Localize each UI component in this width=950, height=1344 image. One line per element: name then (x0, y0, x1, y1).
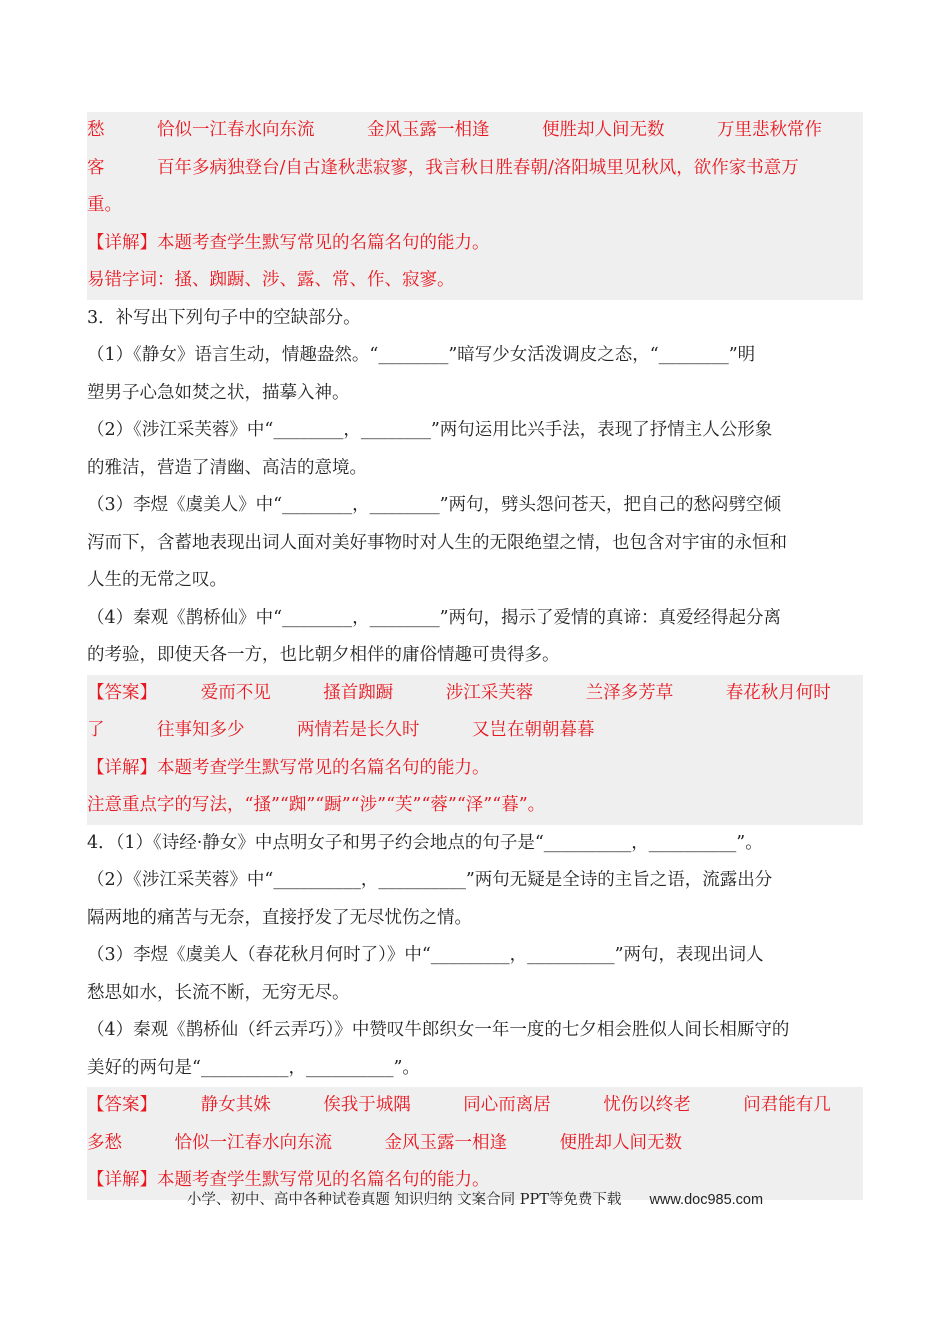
answer-line: 了 往事知多少 两情若是长久时 又岂在朝朝暮暮 (87, 712, 863, 750)
document-page (87, 112, 863, 1200)
question-line: 塑男子心急如焚之状，描摹入神。 (87, 382, 350, 403)
answer-line: 【答案】 爱而不见 搔首踟蹰 涉江采芙蓉 兰泽多芳草 春花秋月何时 (87, 675, 863, 713)
question-line: 泻而下，含蓄地表现出词人面对美好事物时对人生的无限绝望之情，也包含对宇宙的永恒和 (87, 532, 787, 553)
answer-block-2 (87, 112, 863, 300)
footer-text: 小学、初中、高中各种试卷真题 知识归纳 文案合同 PPT等免费下载 (186, 1192, 622, 1208)
question-line: （3）李煜《虞美人（春花秋月何时了）》中“_________，__________”两句，表现出词人 (87, 945, 764, 965)
explanation-line: 【详解】本题考查学生默写常见的名篇名句的能力。 (87, 750, 863, 788)
note-line: 注意重点字的写法，“搔”“踟”“蹰”“涉”“芙”“蓉”“泽”“暮”。 (87, 787, 863, 825)
question-4 (87, 825, 863, 1088)
question-line: 的雅洁，营造了清幽、高洁的意境。 (87, 457, 367, 478)
question-line: （2）《涉江采芙蓉》中“________，________”两句运用比兴手法，表现了抒情主人公形象 (87, 420, 773, 440)
answer-block-3 (87, 675, 863, 825)
question-line: （3）李煜《虞美人》中“________，________”两句，劈头怨问苍天，把自己的愁闷劈空倾 (87, 495, 782, 515)
question-title: 3．补写出下列句子中的空缺部分。 (87, 307, 361, 328)
question-line: 隔两地的痛苦与无奈，直接抒发了无尽忧伤之情。 (87, 907, 472, 928)
question-line: 美好的两句是“__________，__________”。 (87, 1057, 420, 1078)
footer-url[interactable]: www.doc985.com (649, 1192, 764, 1208)
answer-line: 多愁 恰似一江春水向东流 金风玉露一相逢 便胜却人间无数 (87, 1125, 863, 1163)
question-line: 的考验，即使天各一方，也比朝夕相伴的庸俗情趣可贵得多。 (87, 645, 560, 665)
question-line: 愁思如水，长流不断，无穷无尽。 (87, 982, 350, 1003)
question-line: （4）秦观《鹊桥仙（纤云弄巧）》中赞叹牛郎织女一年一度的七夕相会胜似人间长相厮守的 (87, 1020, 790, 1040)
answer-block-4 (87, 1087, 863, 1200)
answer-line: 【答案】 静女其姝 俟我于城隅 同心而离居 忧伤以终老 问君能有几 (87, 1087, 863, 1125)
answer-line: 重。 (87, 187, 863, 225)
question-title: 4．（1）《诗经·静女》中点明女子和男子约会地点的句子是“__________，__________”。 (87, 832, 763, 853)
question-3 (87, 300, 863, 675)
question-line: （2）《涉江采芙蓉》中“__________，__________”两句无疑是全诗的主旨之语，流露出分 (87, 870, 773, 890)
error-words-line: 易错字词：搔、踟蹰、涉、露、常、作、寂寥。 (87, 262, 863, 300)
answer-line: 愁 恰似一江春水向东流 金风玉露一相逢 便胜却人间无数 万里悲秋常作 (87, 112, 863, 150)
question-line: （1）《静女》语言生动，情趣盎然。“________”暗写少女活泼调皮之态，“________”明 (87, 345, 756, 365)
explanation-line: 【详解】本题考查学生默写常见的名篇名句的能力。 (87, 1162, 863, 1200)
explanation-line: 【详解】本题考查学生默写常见的名篇名句的能力。 (87, 225, 863, 263)
question-line: 人生的无常之叹。 (87, 570, 227, 590)
answer-line: 客 百年多病独登台/自古逢秋悲寂寥，我言秋日胜春朝/洛阳城里见秋风，欲作家书意万 (87, 150, 863, 188)
question-line: （4）秦观《鹊桥仙》中“________，________”两句，揭示了爱情的真谛：真爱经得起分离 (87, 607, 782, 628)
page-footer (0, 1188, 950, 1209)
